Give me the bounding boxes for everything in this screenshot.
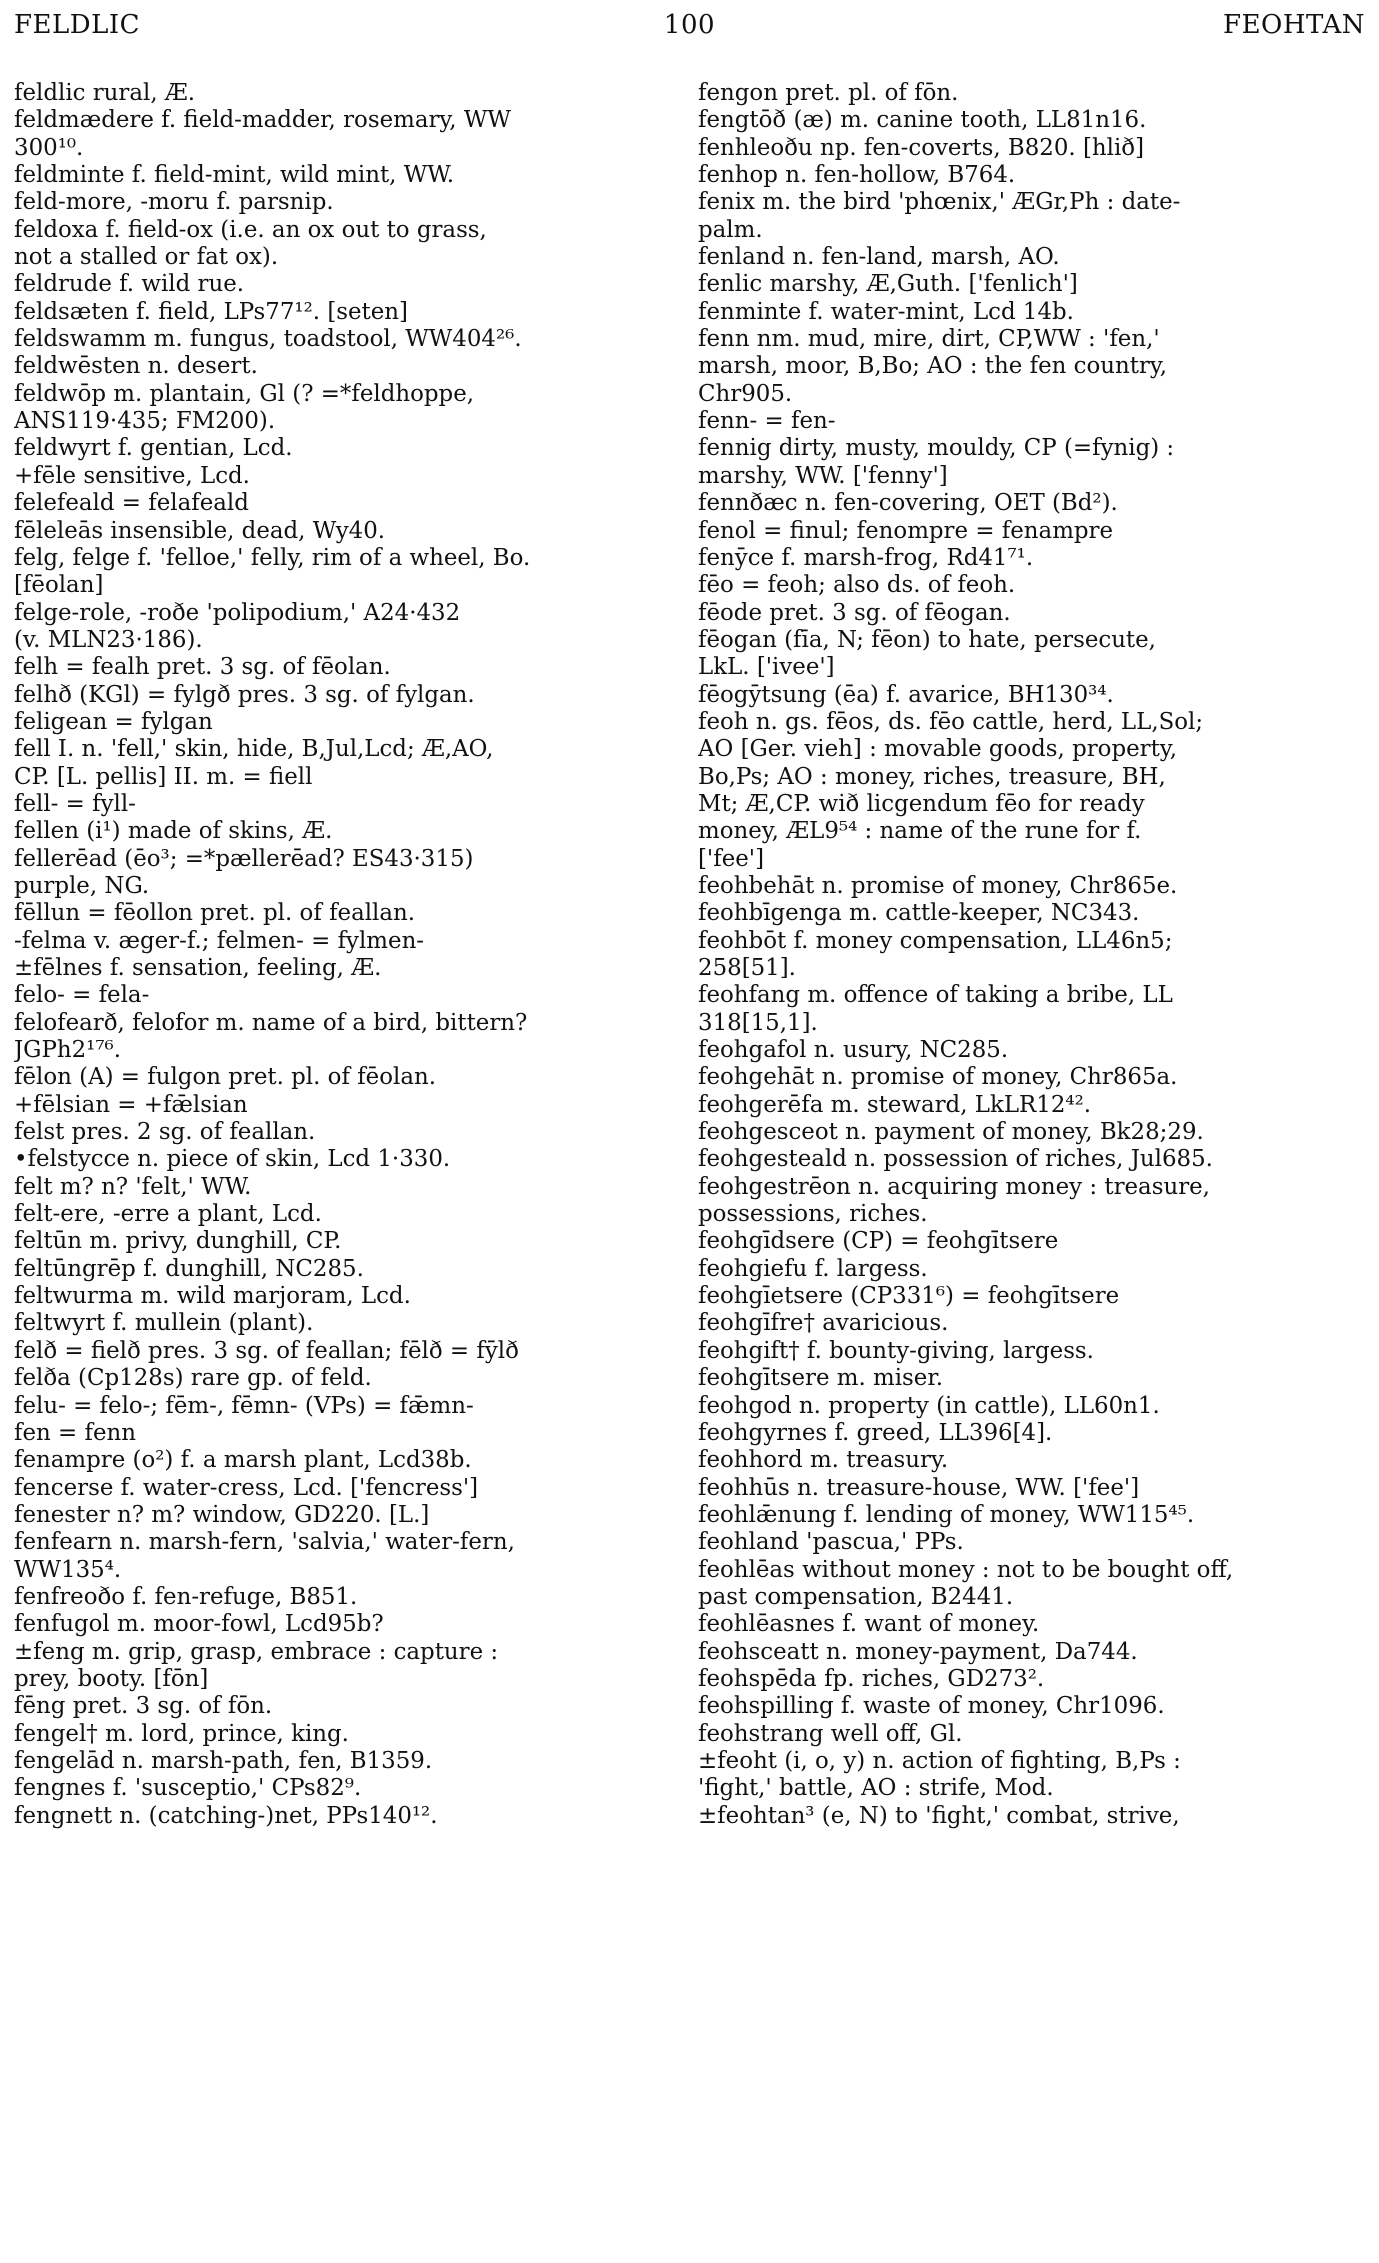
entry-line: not a stalled or fat ox).: [14, 244, 279, 271]
entry-line: ANS119·435; FM200).: [14, 408, 276, 435]
header-right-guideword: FEOHTAN: [1223, 10, 1365, 40]
entry-line: Chr905.: [698, 380, 793, 407]
entry-line: 318[15,1].: [698, 1009, 818, 1036]
entry-line: feldsæten f. field, LPs77¹². [seten]: [14, 298, 408, 325]
entry-line: feldoxa f. field-ox (i.e. an ox out to grass,: [14, 216, 487, 243]
entry-line: feltūngrēp f. dunghill, NC285.: [14, 1255, 364, 1282]
entry-line: AO [Ger. vieh] : movable goods, property,: [698, 736, 1177, 763]
entry-line: fenn- = fen-: [698, 408, 836, 435]
entry-line: feoh n. gs. fēos, ds. fēo cattle, herd, LL,Sol;: [698, 708, 1204, 735]
entry-line: feohgerēfa m. steward, LkLR12⁴².: [698, 1091, 1092, 1118]
entry-line: fēode pret. 3 sg. of fēogan.: [698, 599, 1011, 626]
entry-line: feohhord m. treasury.: [698, 1447, 949, 1474]
entry-line: feld-more, -moru f. parsnip.: [14, 189, 334, 216]
entry-line: fell I. n. 'fell,' skin, hide, B,Jul,Lcd; Æ,AO,: [14, 736, 494, 763]
entry-line: fellen (i¹) made of skins, Æ.: [14, 818, 333, 845]
entry-line: feohgītsere m. miser.: [698, 1365, 944, 1392]
entry-line: [fēolan]: [14, 572, 104, 599]
entry-line: fenminte f. water-mint, Lcd 14b.: [698, 298, 1074, 325]
entry-line: fēogan (fīa, N; fēon) to hate, persecute,: [698, 626, 1156, 653]
entry-line: feltūn m. privy, dunghill, CP.: [14, 1228, 342, 1255]
entry-line: fenfearn n. marsh-fern, 'salvia,' water-fern,: [14, 1529, 515, 1556]
entry-line: ±fēlnes f. sensation, feeling, Æ.: [14, 955, 382, 981]
entry-line: feldwēsten n. desert.: [14, 353, 258, 380]
entry-line: feohgiefu f. largess.: [698, 1255, 928, 1282]
entry-line: feohgestrēon n. acquiring money : treasure,: [698, 1173, 1210, 1200]
entry-line: Mt; Æ,CP. wið licgendum fēo for ready: [698, 790, 1145, 817]
entry-line: feohstrang well off, Gl.: [698, 1720, 963, 1747]
entry-line: JGPh2¹⁷⁶.: [14, 1037, 121, 1064]
entry-line: feohgift† f. bounty-giving, largess.: [698, 1337, 1094, 1364]
entry-line: +fēle sensitive, Lcd.: [14, 462, 250, 489]
entry-line: fenhop n. fen-hollow, B764.: [698, 162, 1016, 189]
entry-line: 258[51].: [698, 955, 796, 981]
entry-line: •felstycce n. piece of skin, Lcd 1·330.: [14, 1146, 451, 1173]
entry-line: feohgesceot n. payment of money, Bk28;29.: [698, 1119, 1204, 1146]
entry-line: ±feoht (i, o, y) n. action of fighting, B,Ps :: [698, 1747, 1181, 1774]
entry-line: fenester n? m? window, GD220. [L.]: [14, 1501, 430, 1528]
entry-line: feldswamm m. fungus, toadstool, WW404²⁶.: [14, 326, 522, 353]
entry-line: felofearð, felofor m. name of a bird, bittern?: [14, 1009, 528, 1036]
entry-line: feohspilling f. waste of money, Chr1096.: [698, 1693, 1165, 1720]
entry-line: feohgīfre† avaricious.: [698, 1310, 949, 1337]
entry-line: felt m? n? 'felt,' WW.: [14, 1173, 252, 1200]
entry-line: fēllun = fēollon pret. pl. of feallan.: [14, 900, 416, 927]
entry-line: feohlēas without money : not to be bought off,: [698, 1556, 1234, 1583]
entry-line: feohlēasnes f. want of money.: [698, 1611, 1040, 1638]
entry-line: fengnett n. (catching-)net, PPs140¹².: [14, 1802, 438, 1829]
entry-line: money, ÆL9⁵⁴ : name of the rune for f.: [698, 818, 1142, 845]
entry-line: feldlic rural, Æ.: [14, 80, 196, 106]
entry-line: feldmædere f. field-madder, rosemary, WW: [14, 107, 511, 134]
entry-line: feldwōp m. plantain, Gl (? =*feldhoppe,: [14, 380, 475, 407]
entry-line: fēlon (A) = fulgon pret. pl. of fēolan.: [14, 1064, 436, 1091]
entry-line: felt-ere, -erre a plant, Lcd.: [14, 1201, 322, 1228]
entry-line: WW135⁴.: [14, 1556, 122, 1583]
entry-line: feligean = fylgan: [14, 708, 213, 735]
entry-line: feohbehāt n. promise of money, Chr865e.: [698, 872, 1178, 899]
entry-line: (v. MLN23·186).: [14, 626, 203, 653]
entry-line: +fēlsian = +fǣlsian: [14, 1091, 248, 1118]
entry-line: feohgod n. property (in cattle), LL60n1.: [698, 1392, 1160, 1419]
entry-line: feohhūs n. treasure-house, WW. ['fee']: [698, 1474, 1140, 1501]
entry-line: fengnes f. 'susceptio,' CPs82⁹.: [14, 1775, 362, 1802]
entry-line: CP. [L. pellis] II. m. = fiell: [14, 763, 313, 790]
entry-line: fenol = finul; fenompre = fenampre: [698, 517, 1114, 544]
right-column: [698, 80, 1365, 2233]
entry-line: Bo,Ps; AO : money, riches, treasure, BH,: [698, 763, 1166, 790]
entry-line: fennig dirty, musty, mouldy, CP (=fynig) :: [698, 435, 1175, 462]
entry-line: feohgīetsere (CP331⁶) = feohgītsere: [698, 1283, 1120, 1310]
entry-line: feohland 'pascua,' PPs.: [698, 1529, 964, 1556]
entry-line: felh = fealh pret. 3 sg. of fēolan.: [14, 654, 391, 681]
entry-line: felða (Cp128s) rare gp. of feld.: [14, 1365, 372, 1392]
entry-line: marshy, WW. ['fenny']: [698, 462, 948, 489]
entry-line: palm.: [698, 216, 763, 243]
entry-line: felu- = felo-; fēm-, fēmn- (VPs) = fǣmn-: [14, 1392, 474, 1419]
entry-line: fenhleoðu np. fen-coverts, B820. [hlið]: [698, 134, 1145, 161]
entry-line: prey, booty. [fōn]: [14, 1665, 209, 1692]
entry-line: past compensation, B2441.: [698, 1583, 1014, 1610]
entry-line: feohgyrnes f. greed, LL396[4].: [698, 1419, 1053, 1446]
page-header: [14, 10, 1365, 46]
entry-line: fenfugol m. moor-fowl, Lcd95b?: [14, 1611, 384, 1638]
entry-line: felg, felge f. 'felloe,' felly, rim of a wheel, Bo.: [14, 544, 531, 571]
entry-line: feldminte f. field-mint, wild mint, WW.: [14, 162, 455, 189]
entry-line: felhð (KGl) = fylgð pres. 3 sg. of fylgan.: [14, 681, 475, 708]
entry-line: ['fee']: [698, 845, 765, 872]
entry-line: fenfreoðo f. fen-refuge, B851.: [14, 1583, 358, 1610]
entry-line: fenland n. fen-land, marsh, AO.: [698, 244, 1060, 271]
entry-line: fēo = feoh; also ds. of feoh.: [698, 572, 1016, 599]
entry-line: LkL. ['ivee']: [698, 654, 835, 681]
entry-line: fennðæc n. fen-covering, OET (Bd²).: [698, 490, 1118, 517]
entry-line: feohspēda fp. riches, GD273².: [698, 1665, 1045, 1692]
entry-line: fenlic marshy, Æ,Guth. ['fenlich']: [698, 271, 1078, 298]
entry-line: fēng pret. 3 sg. of fōn.: [14, 1693, 273, 1720]
left-column: [14, 80, 666, 2233]
entry-line: felge-role, -roðe 'polipodium,' A24·432: [14, 599, 461, 626]
entry-line: fellerēad (ēo³; =*pællerēad? ES43·315): [14, 845, 474, 872]
entry-line: fēleleās insensible, dead, Wy40.: [14, 517, 386, 544]
entry-line: feohgehāt n. promise of money, Chr865a.: [698, 1064, 1178, 1091]
entry-line: ±feng m. grip, grasp, embrace : capture :: [14, 1638, 499, 1665]
entry-line: feohlǣnung f. lending of money, WW115⁴⁵.: [698, 1501, 1195, 1528]
entry-line: feohbōt f. money compensation, LL46n5;: [698, 927, 1173, 954]
entry-line: possessions, riches.: [698, 1201, 928, 1228]
entry-line: felo- = fela-: [14, 982, 150, 1009]
entry-line: ±feohtan³ (e, N) to 'fight,' combat, strive,: [698, 1802, 1180, 1829]
entry-line: fenampre (o²) f. a marsh plant, Lcd38b.: [14, 1447, 472, 1474]
entry-line: feltwyrt f. mullein (plant).: [14, 1310, 314, 1337]
entry-line: felð = fielð pres. 3 sg. of feallan; fēlð = fȳlð: [14, 1337, 519, 1364]
entry-line: feldrude f. wild rue.: [14, 271, 245, 298]
entry-line: feohgafol n. usury, NC285.: [698, 1037, 1009, 1064]
entry-line: feohgesteald n. possession of riches, Jul685.: [698, 1146, 1213, 1173]
entry-line: feohbīgenga m. cattle-keeper, NC343.: [698, 900, 1140, 927]
entry-line: fengel† m. lord, prince, king.: [14, 1720, 349, 1747]
entry-line: feohsceatt n. money-payment, Da744.: [698, 1638, 1138, 1665]
entry-line: 300¹⁰.: [14, 134, 84, 161]
entry-line: marsh, moor, B,Bo; AO : the fen country,: [698, 353, 1168, 380]
entry-line: fenn nm. mud, mire, dirt, CP,WW : 'fen,': [698, 326, 1160, 353]
entry-line: fen = fenn: [14, 1419, 136, 1446]
entry-line: feohgīdsere (CP) = feohgītsere: [698, 1228, 1059, 1255]
entry-line: feohfang m. offence of taking a bribe, LL: [698, 982, 1173, 1009]
entry-line: fenix m. the bird 'phœnix,' ÆGr,Ph : date-: [698, 189, 1181, 216]
entry-line: purple, NG.: [14, 872, 150, 899]
entry-line: feltwurma m. wild marjoram, Lcd.: [14, 1283, 411, 1310]
header-left-guideword: FELDLIC: [14, 10, 141, 40]
entry-line: fēogȳtsung (ēa) f. avarice, BH130³⁴.: [698, 681, 1114, 708]
entry-line: felefeald = felafeald: [14, 490, 249, 517]
entry-line: fell- = fyll-: [14, 790, 136, 817]
page-number: 100: [663, 10, 716, 40]
entry-line: fengelād n. marsh-path, fen, B1359.: [14, 1747, 433, 1774]
entry-line: fenȳce f. marsh-frog, Rd41⁷¹.: [698, 544, 1034, 571]
entry-line: fengtōð (æ) m. canine tooth, LL81n16.: [698, 107, 1147, 134]
entry-line: feldwyrt f. gentian, Lcd.: [14, 435, 293, 462]
entry-line: fengon pret. pl. of fōn.: [698, 80, 959, 106]
entry-line: felst pres. 2 sg. of feallan.: [14, 1119, 316, 1146]
entry-line: -felma v. æger-f.; felmen- = fylmen-: [14, 927, 425, 954]
entry-line: fencerse f. water-cress, Lcd. ['fencress']: [14, 1474, 479, 1501]
entry-line: 'fight,' battle, AO : strife, Mod.: [698, 1775, 1054, 1802]
